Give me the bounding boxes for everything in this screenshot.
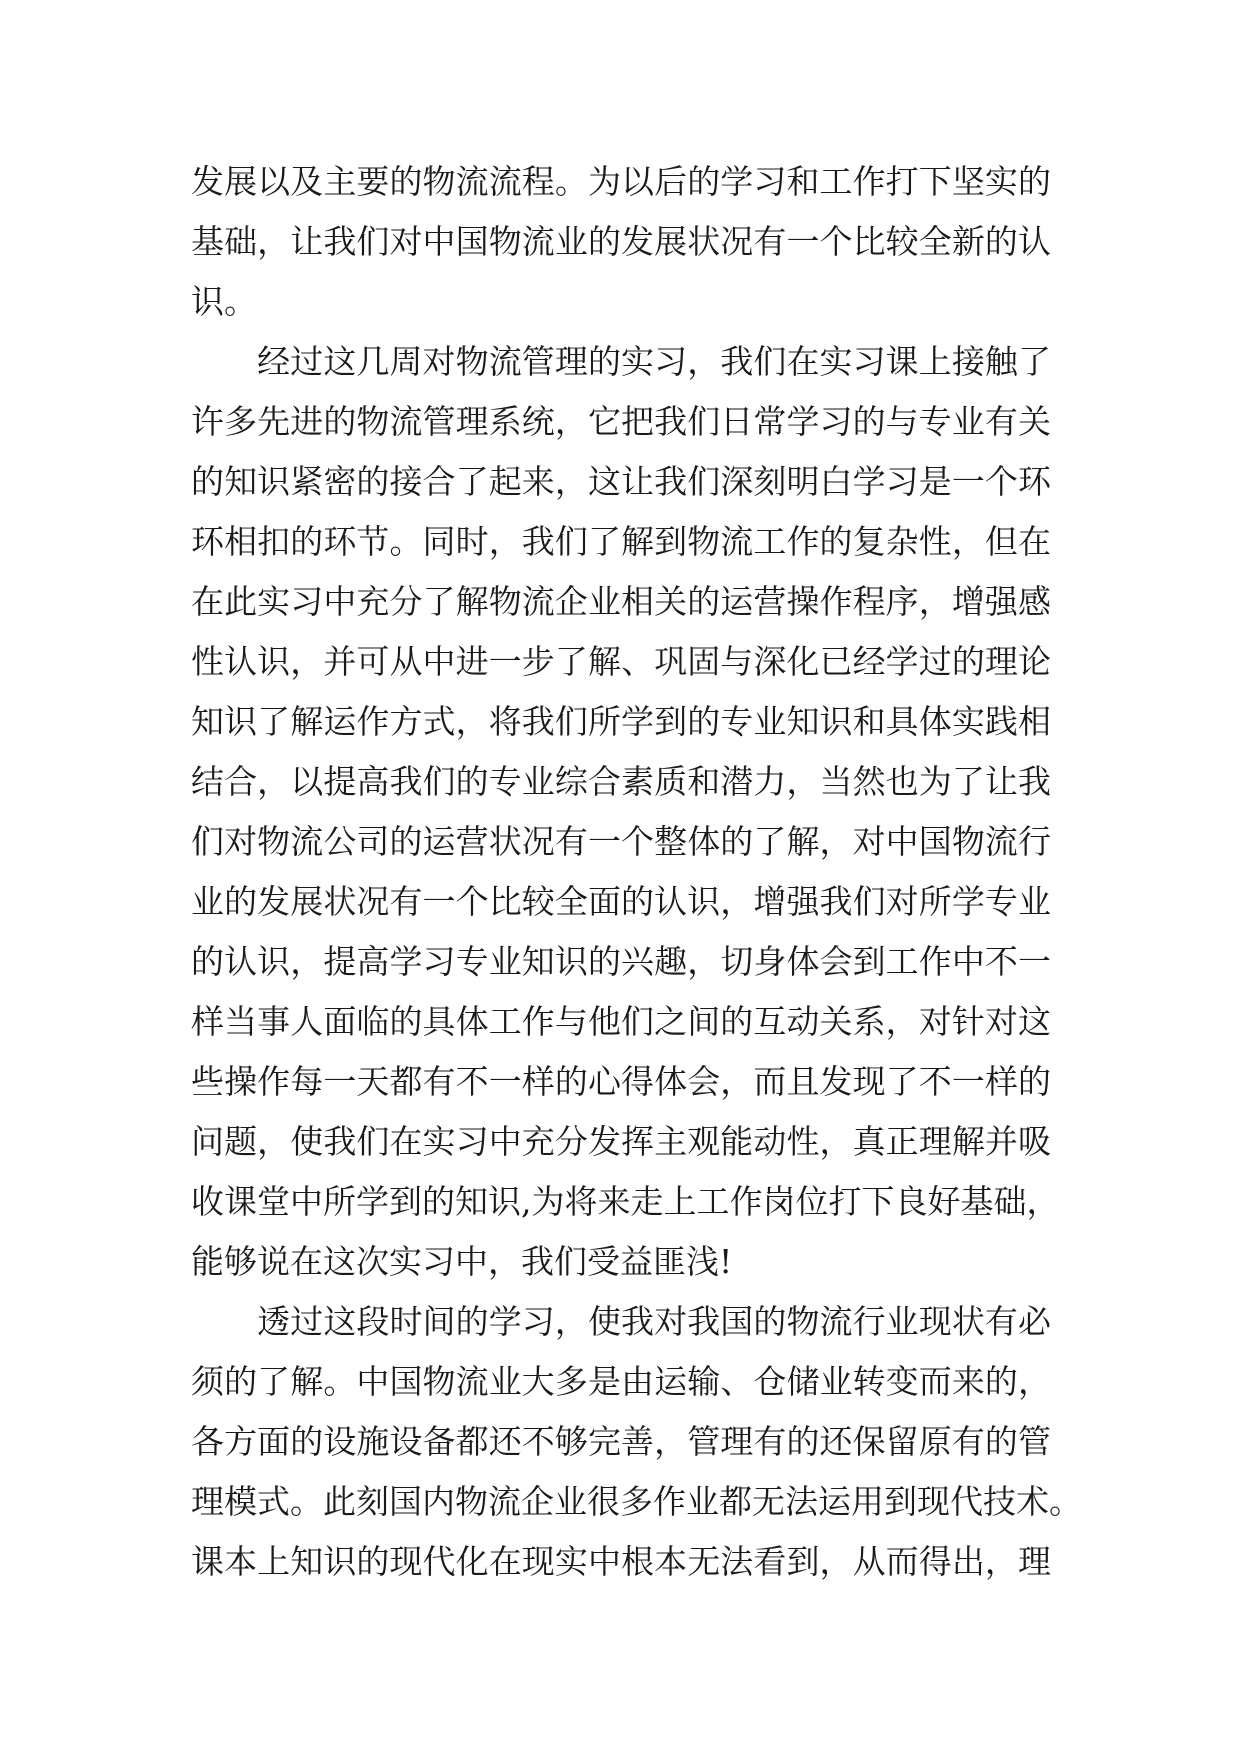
text-line: 须的了解。中国物流业大多是由运输、仓储业转变而来的，: [191, 1362, 1051, 1401]
text-line: 收课堂中所学到的知识,为将来走上工作岗位打下良好基础，: [191, 1182, 1060, 1221]
text-line: 许多先进的物流管理系统，它把我们日常学习的与专业有关: [191, 402, 1051, 441]
text-line: 各方面的设施设备都还不够完善，管理有的还保留原有的管: [191, 1422, 1051, 1461]
text-line: 发展以及主要的物流流程。为以后的学习和工作打下坚实的: [191, 162, 1051, 201]
text-line: 识。: [191, 282, 257, 321]
text-line: 能够说在这次实习中，我们受益匪浅!: [191, 1242, 733, 1281]
text-line: 业的发展状况有一个比较全面的认识，增强我们对所学专业: [191, 882, 1051, 921]
text-line: 课本上知识的现代化在现实中根本无法看到，从而得出，理: [191, 1542, 1051, 1581]
text-line: 的知识紧密的接合了起来，这让我们深刻明白学习是一个环: [191, 462, 1051, 501]
paragraph-first-line: 经过这几周对物流管理的实习，我们在实习课上接触了: [191, 342, 1051, 381]
text-line: 理模式。此刻国内物流企业很多作业都无法运用到现代技术。: [191, 1482, 1082, 1521]
text-line: 们对物流公司的运营状况有一个整体的了解，对中国物流行: [191, 822, 1051, 861]
text-line: 知识了解运作方式，将我们所学到的专业知识和具体实践相: [191, 702, 1051, 741]
text-line: 环相扣的环节。同时，我们了解到物流工作的复杂性，但在: [191, 522, 1051, 561]
text-line: 问题，使我们在实习中充分发挥主观能动性，真正理解并吸: [191, 1122, 1051, 1161]
text-line: 性认识，并可从中进一步了解、巩固与深化已经学过的理论: [191, 642, 1051, 681]
text-line: 基础，让我们对中国物流业的发展状况有一个比较全新的认: [191, 222, 1051, 261]
body-text: [191, 152, 1082, 1592]
text-line: 在此实习中充分了解物流企业相关的运营操作程序，增强感: [191, 582, 1051, 621]
text-line: 结合，以提高我们的专业综合素质和潜力，当然也为了让我: [191, 762, 1051, 801]
text-line: 样当事人面临的具体工作与他们之间的互动关系，对针对这: [191, 1002, 1051, 1041]
text-line: 的认识，提高学习专业知识的兴趣，切身体会到工作中不一: [191, 942, 1051, 981]
text-line: 些操作每一天都有不一样的心得体会，而且发现了不一样的: [191, 1062, 1051, 1101]
paragraph-first-line: 透过这段时间的学习，使我对我国的物流行业现状有必: [191, 1302, 1051, 1341]
